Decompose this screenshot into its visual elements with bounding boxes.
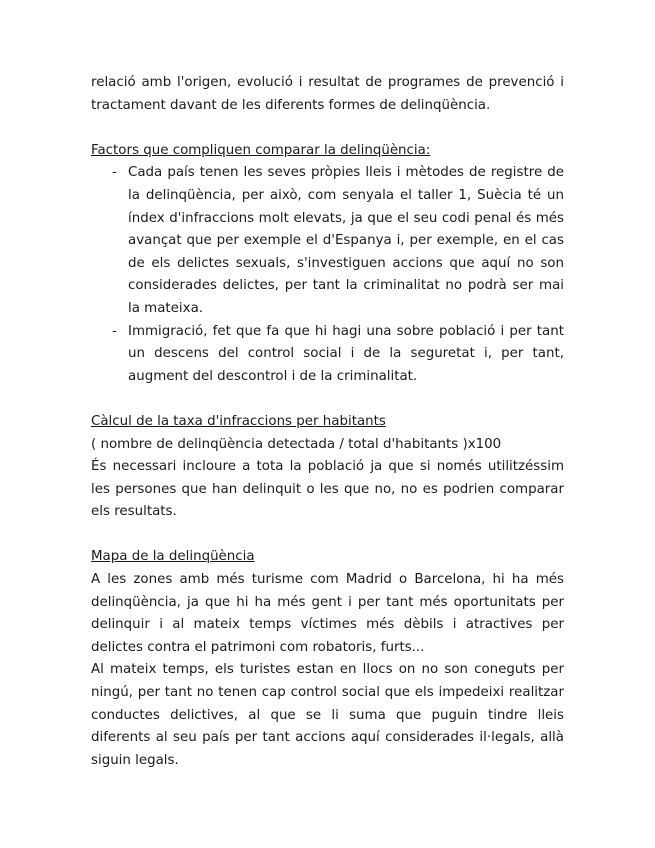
spacer: [91, 117, 564, 140]
bullet-marker: -: [112, 165, 117, 181]
intro-paragraph: relació amb l'origen, evolució i resultat de programes de prevenció i tractament davant de les diferents formes de delinqüència.: [91, 75, 564, 113]
calcul-heading: Càlcul de la taxa d'infraccions per habitants: [91, 413, 386, 429]
spacer: [91, 524, 564, 547]
factors-list: [91, 162, 564, 388]
mapa-paragraph-1: A les zones amb més turisme com Madrid o Barcelona, hi ha més delinqüència, ja que hi ha més gent i per tant més oportunitats per delinquir i al mateix temps víctimes més dèbils i atractives per delictes contra el patrimoni com robatoris, furts...: [91, 572, 564, 655]
calcul-paragraph: És necessari incloure a tota la població ja que si només utilitzéssim les persones que han delinquit o les que no, no es podrien comparar els resultats.: [91, 459, 564, 520]
document-body: [91, 72, 564, 772]
bullet-marker: -: [112, 323, 117, 339]
list-item-text: Cada país tenen les seves pròpies lleis i mètodes de registre de la delinqüència, per això, com senyala el taller 1, Suècia té un índex d'infraccions molt elevats, ja que el seu codi penal és més avançat que per exemple el d'Espanya i, per exemple, en el cas de els delictes sexuals, s'investiguen accions que aquí no son considerades delictes, per tant la criminalitat no podrà ser mai la mateixa.: [128, 165, 564, 316]
spacer: [91, 388, 564, 411]
mapa-heading: Mapa de la delinqüència: [91, 549, 255, 565]
list-item: [91, 162, 564, 320]
factors-heading: Factors que compliquen comparar la delinqüència:: [91, 142, 431, 158]
formula-text: ( nombre de delinqüència detectada / total d'habitants )x100: [91, 436, 502, 452]
list-item-text: Immigració, fet que fa que hi hagi una sobre població i per tant un descens del control social i de la seguretat i, per tant, augment del descontrol i de la criminalitat.: [128, 323, 564, 384]
list-item: [91, 321, 564, 389]
mapa-paragraph-2: Al mateix temps, els turistes estan en llocs on no son coneguts per ningú, per tant no tenen cap control social que els impedeixi realitzar conductes delictives, al que se li suma que puguin tindre lleis diferents al seu país per tant accions aquí considerades il·legals, allà siguin legals.: [91, 662, 564, 768]
